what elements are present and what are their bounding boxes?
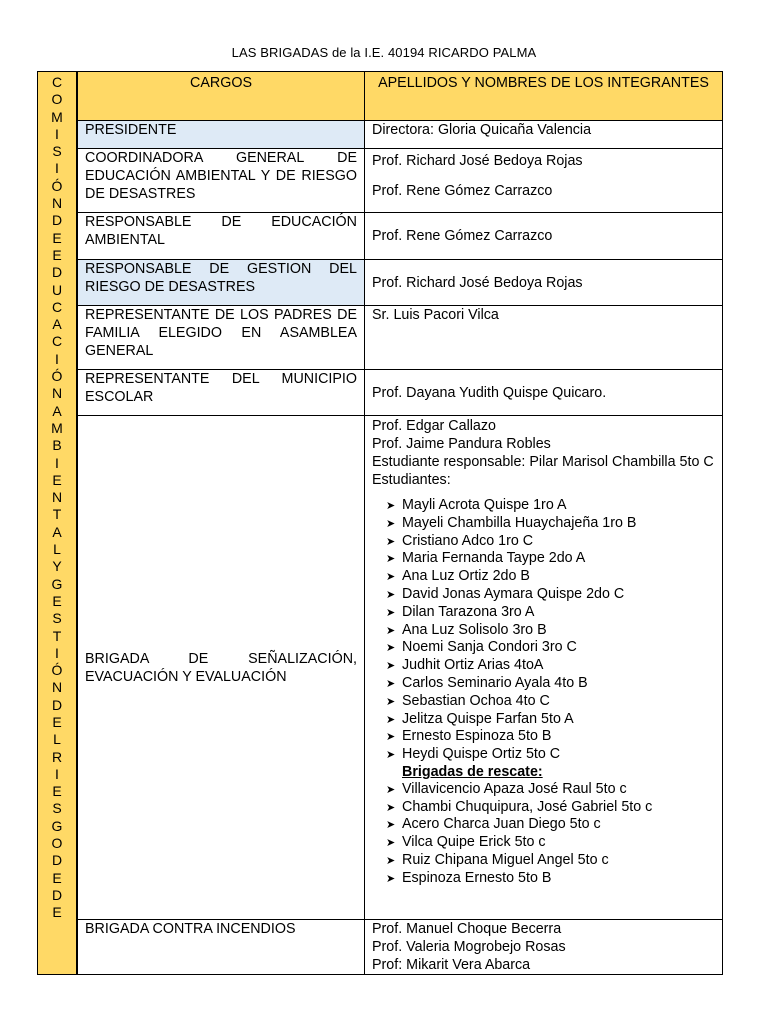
student-name: Ana Luz Solisolo 3ro B <box>402 621 547 638</box>
header-cargos: CARGOS <box>78 72 365 121</box>
list-item <box>386 816 715 834</box>
list-item <box>386 568 715 586</box>
side-label-letter: C <box>51 333 63 350</box>
integrantes-cell <box>365 260 723 306</box>
side-label-letter: D <box>51 886 63 903</box>
student-name: David Jonas Aymara Quispe 2do C <box>402 585 625 602</box>
arrowhead-bullet-icon: ➤ <box>386 837 396 850</box>
brigades-table <box>77 71 723 975</box>
arrowhead-bullet-icon: ➤ <box>386 731 396 744</box>
table-row <box>78 213 723 260</box>
member-name: Prof. Manuel Choque Becerra <box>372 921 562 937</box>
arrowhead-bullet-icon: ➤ <box>386 500 396 512</box>
list-item <box>386 657 715 675</box>
arrowhead-bullet-icon: ➤ <box>386 535 396 548</box>
list-item <box>386 639 715 657</box>
student-name: Mayli Acrota Quispe 1ro A <box>402 497 567 513</box>
side-label-letter: I <box>55 454 59 471</box>
side-label-letter: A <box>52 523 62 540</box>
side-label-letter: M <box>51 419 63 436</box>
member-name: Prof. Rene Gómez Carrazco <box>372 228 553 244</box>
member-name: Prof. Richard José Bedoya Rojas <box>372 153 583 169</box>
side-label-letter: E <box>52 783 62 800</box>
side-label-letter: E <box>52 904 62 921</box>
cargo-cell: PRESIDENTE <box>78 121 365 149</box>
integrantes-cell <box>365 416 723 920</box>
table-row <box>78 416 723 920</box>
side-label-letter: A <box>52 316 62 333</box>
side-label-letter: D <box>51 696 63 713</box>
list-item <box>386 799 715 817</box>
side-label-letter: S <box>52 800 62 817</box>
student-name: Heydi Quispe Ortiz 5to C <box>402 746 561 763</box>
list-item <box>386 515 715 533</box>
side-label-letter: B <box>52 437 62 454</box>
side-label-letter: I <box>55 765 59 782</box>
arrowhead-bullet-icon: ➤ <box>386 713 396 726</box>
arrowhead-bullet-icon: ➤ <box>386 854 396 867</box>
member-name: Prof. Rene Gómez Carrazco <box>372 183 553 199</box>
side-label-letter: D <box>51 852 63 869</box>
integrantes-cell <box>365 306 723 370</box>
student-name: Ruiz Chipana Miguel Angel 5to c <box>402 851 609 868</box>
arrowhead-bullet-icon: ➤ <box>386 660 396 673</box>
member-name: Prof. Valeria Mogrobejo Rosas <box>372 939 566 955</box>
table-row <box>78 121 723 149</box>
side-label-letter: Ó <box>51 368 63 385</box>
student-name: Vilca Quipe Erick 5to c <box>402 834 546 851</box>
member-name: Sr. Luis Pacori Vilca <box>372 307 499 323</box>
side-label-letter: E <box>52 471 62 488</box>
side-label-letter: E <box>52 246 62 263</box>
integrantes-cell <box>365 370 723 416</box>
student-name: Judhit Ortiz Arias 4toA <box>402 657 544 674</box>
arrowhead-bullet-icon: ➤ <box>386 517 396 530</box>
arrowhead-bullet-icon: ➤ <box>386 872 396 885</box>
table-header-row <box>78 72 723 121</box>
side-label-letter: I <box>55 644 59 661</box>
table-row <box>78 149 723 213</box>
cargo-cell: BRIGADA DE SEÑALIZACIÓN, EVACUACIÓN Y EVALUACIÓN <box>78 416 365 920</box>
side-label-letter: L <box>53 541 61 558</box>
cargo-cell: REPRESENTANTE DE LOS PADRES DE FAMILIA ELEGIDO EN ASAMBLEA GENERAL <box>78 306 365 370</box>
student-name: Ana Luz Ortiz 2do B <box>402 568 530 585</box>
arrowhead-bullet-icon: ➤ <box>386 624 396 637</box>
side-label-letter: E <box>52 713 62 730</box>
side-label-letter: N <box>51 385 63 402</box>
list-item <box>386 711 715 729</box>
member-name: Prof. Richard José Bedoya Rojas <box>372 274 583 291</box>
arrowhead-bullet-icon: ➤ <box>386 749 396 762</box>
students-label: Estudiantes: <box>372 472 451 488</box>
student-name: Jelitza Quispe Farfan 5to A <box>402 710 574 727</box>
member-name: Prof. Edgar Callazo <box>372 418 496 434</box>
side-label-letter: N <box>51 489 63 506</box>
student-name: Maria Fernanda Taype 2do A <box>402 550 586 567</box>
member-name: Prof. Dayana Yudith Quispe Quicaro. <box>372 384 607 401</box>
side-label-letter: D <box>51 212 63 229</box>
list-item <box>386 834 715 852</box>
member-name: Estudiante responsable: Pilar Marisol Chambilla 5to C <box>372 454 714 470</box>
rescue-brigade-list <box>372 764 715 781</box>
side-label-letter: E <box>52 229 62 246</box>
integrantes-cell <box>365 213 723 260</box>
table-row <box>78 306 723 370</box>
integrantes-cell <box>365 920 723 975</box>
arrowhead-bullet-icon: ➤ <box>386 606 396 619</box>
side-label-letter: G <box>51 817 63 834</box>
side-label-letter: A <box>52 402 62 419</box>
side-label-letter: I <box>55 350 59 367</box>
member-name: Prof: Mikarit Vera Abarca <box>372 957 531 973</box>
cargo-cell: RESPONSABLE DE GESTION DEL RIESGO DE DESASTRES <box>78 260 365 306</box>
integrantes-cell <box>365 121 723 149</box>
side-label-letter: I <box>55 160 59 177</box>
list-item <box>386 728 715 746</box>
side-label-letter: I <box>55 125 59 142</box>
student-name: Chambi Chuquipura, José Gabriel 5to c <box>402 798 653 815</box>
list-item <box>386 746 715 764</box>
arrowhead-bullet-icon: ➤ <box>386 819 396 832</box>
student-name: Sebastian Ochoa 4to C <box>402 692 550 709</box>
student-name: Villavicencio Apaza José Raul 5to c <box>402 780 627 797</box>
document-title: LAS BRIGADAS de la I.E. 40194 RICARDO PALMA <box>231 45 537 60</box>
side-label-letter: Y <box>52 558 62 575</box>
arrowhead-bullet-icon: ➤ <box>386 695 396 708</box>
side-label-letter: N <box>51 195 63 212</box>
table-row <box>78 920 723 975</box>
commission-side-label <box>37 71 77 975</box>
side-label-letter: Ó <box>51 662 63 679</box>
side-label-letter: O <box>51 835 63 852</box>
side-label-letter: S <box>52 143 62 160</box>
cargo-cell: BRIGADA CONTRA INCENDIOS <box>78 920 365 975</box>
table-row <box>78 260 723 306</box>
integrantes-cell <box>365 149 723 213</box>
side-label-letter: O <box>51 91 63 108</box>
student-name: Carlos Seminario Ayala 4to B <box>402 674 588 691</box>
cargo-cell: RESPONSABLE DE EDUCACIÓN AMBIENTAL <box>78 213 365 260</box>
rescue-brigade-heading: Brigadas de rescate: <box>402 763 543 780</box>
list-item <box>386 852 715 870</box>
side-label-letter: G <box>51 575 63 592</box>
side-label-letter: U <box>51 281 63 298</box>
rescue-members-list <box>372 781 715 888</box>
list-item <box>386 870 715 888</box>
student-name: Mayeli Chambilla Huaychajeña 1ro B <box>402 514 637 531</box>
side-label-letter: L <box>53 731 61 748</box>
list-item <box>386 533 715 551</box>
list-item <box>386 586 715 604</box>
list-item <box>386 781 715 799</box>
list-item <box>386 550 715 568</box>
side-label-letter: S <box>52 610 62 627</box>
list-item <box>386 604 715 622</box>
side-label-letter: T <box>52 506 62 523</box>
arrowhead-bullet-icon: ➤ <box>386 553 396 566</box>
list-item <box>386 693 715 711</box>
student-name: Cristiano Adco 1ro C <box>402 532 534 549</box>
student-name: Acero Charca Juan Diego 5to c <box>402 816 601 833</box>
member-name: Directora: Gloria Quicaña Valencia <box>372 122 592 138</box>
header-integrantes: APELLIDOS Y NOMBRES DE LOS INTEGRANTES <box>365 72 723 121</box>
student-name: Dilan Tarazona 3ro A <box>402 603 535 620</box>
student-name: Ernesto Espinoza 5to B <box>402 728 552 745</box>
side-label-letter: D <box>51 264 63 281</box>
arrowhead-bullet-icon: ➤ <box>386 801 396 814</box>
list-item <box>386 622 715 640</box>
table-row <box>78 370 723 416</box>
side-label-letter: Ó <box>51 177 63 194</box>
cargo-cell: REPRESENTANTE DEL MUNICIPIO ESCOLAR <box>78 370 365 416</box>
students-list <box>372 497 715 764</box>
side-label-letter: R <box>51 748 63 765</box>
side-label-letter: E <box>52 592 62 609</box>
student-name: Espinoza Ernesto 5to B <box>402 869 552 886</box>
arrowhead-bullet-icon: ➤ <box>386 571 396 584</box>
side-label-letter: E <box>52 869 62 886</box>
side-label-letter: C <box>51 74 63 90</box>
arrowhead-bullet-icon: ➤ <box>386 642 396 655</box>
side-label-letter: N <box>51 679 63 696</box>
student-name: Noemi Sanja Condori 3ro C <box>402 639 577 656</box>
member-name: Prof. Jaime Pandura Robles <box>372 436 551 452</box>
arrowhead-bullet-icon: ➤ <box>386 783 396 796</box>
side-label-letter: T <box>52 627 62 644</box>
side-label-letter: M <box>51 108 63 125</box>
list-item <box>386 675 715 693</box>
side-label-letter: C <box>51 298 63 315</box>
cargo-cell: COORDINADORA GENERAL DE EDUCACIÓN AMBIENTAL Y DE RIESGO DE DESASTRES <box>78 149 365 213</box>
arrowhead-bullet-icon: ➤ <box>386 677 396 690</box>
arrowhead-bullet-icon: ➤ <box>386 588 396 601</box>
list-item <box>386 497 715 515</box>
